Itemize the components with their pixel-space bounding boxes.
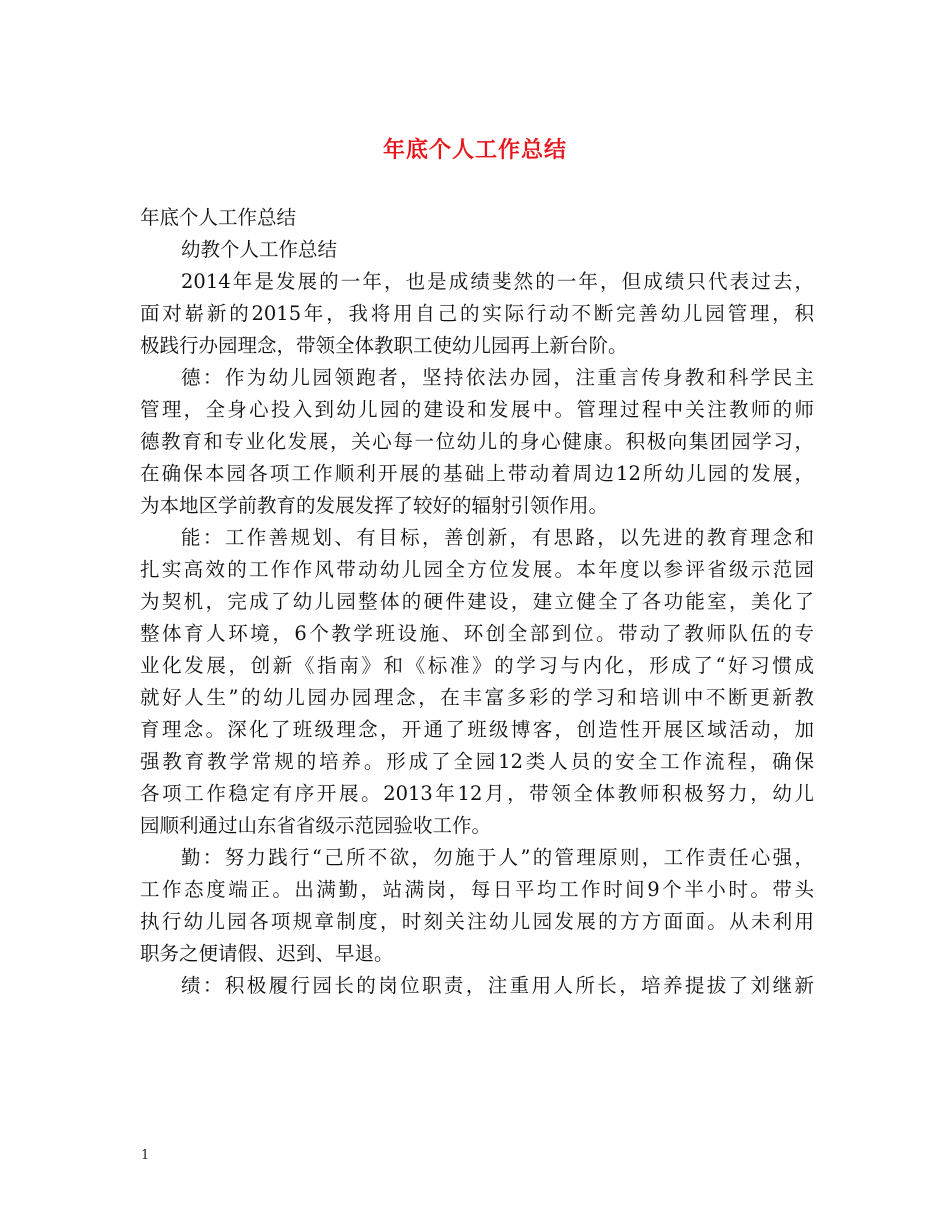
text-line: 各项工作稳定有序开展。2013年12月，带领全体教师积极努力，幼儿	[140, 782, 814, 805]
text-line: 管理，全身心投入到幼儿园的建设和发展中。管理过程中关注教师的师	[140, 398, 814, 421]
text-line: 就好人生”的幼儿园办园理念，在丰富多彩的学习和培训中不断更新教	[140, 686, 814, 709]
text-line: 职务之便请假、迟到、早退。	[140, 942, 394, 965]
text-line: 年底个人工作总结	[140, 206, 297, 229]
document-title: 年底个人工作总结	[382, 137, 567, 163]
text-line: 面对崭新的2015年，我将用自己的实际行动不断完善幼儿园管理，积	[140, 302, 814, 325]
text-line: 2014年是发展的一年，也是成绩斐然的一年，但成绩只代表过去，	[181, 270, 814, 293]
text-line: 整体育人环境，6个教学班设施、环创全部到位。带动了教师队伍的专	[140, 622, 814, 645]
text-line: 德教育和专业化发展，关心每一位幼儿的身心健康。积极向集团园学习，	[140, 430, 814, 453]
text-line: 园顺利通过山东省省级示范园验收工作。	[140, 814, 492, 837]
text-line: 能：工作善规划、有目标，善创新，有思路，以先进的教育理念和	[181, 526, 814, 549]
text-line: 为本地区学前教育的发展发挥了较好的辐射引领作用。	[140, 494, 609, 517]
text-line: 工作态度端正。出满勤，站满岗，每日平均工作时间9个半小时。带头	[140, 878, 814, 901]
text-line: 为契机，完成了幼儿园整体的硬件建设，建立健全了各功能室，美化了	[140, 590, 814, 613]
text-line: 德：作为幼儿园领跑者，坚持依法办园，注重言传身教和科学民主	[181, 366, 814, 389]
text-line: 育理念。深化了班级理念，开通了班级博客，创造性开展区域活动，加	[140, 718, 814, 741]
text-line: 业化发展，创新《指南》和《标准》的学习与内化，形成了“好习惯成	[140, 654, 814, 677]
text-line: 绩：积极履行园长的岗位职责，注重用人所长，培养提拔了刘继新	[181, 974, 814, 997]
text-line: 扎实高效的工作作风带动幼儿园全方位发展。本年度以参评省级示范园	[140, 558, 814, 581]
text-line: 极践行办园理念，带领全体教职工使幼儿园再上新台阶。	[140, 334, 628, 357]
text-line: 在确保本园各项工作顺利开展的基础上带动着周边12所幼儿园的发展，	[140, 462, 814, 485]
text-line: 执行幼儿园各项规章制度，时刻关注幼儿园发展的方方面面。从未利用	[140, 910, 814, 933]
text-line: 勤：努力践行“己所不欲，勿施于人”的管理原则，工作责任心强，	[181, 846, 814, 869]
text-line: 强教育教学常规的培养。形成了全园12类人员的安全工作流程，确保	[140, 750, 814, 773]
page-number: 1	[141, 1148, 150, 1163]
document-body	[140, 202, 814, 1002]
text-line: 幼教个人工作总结	[181, 238, 338, 261]
